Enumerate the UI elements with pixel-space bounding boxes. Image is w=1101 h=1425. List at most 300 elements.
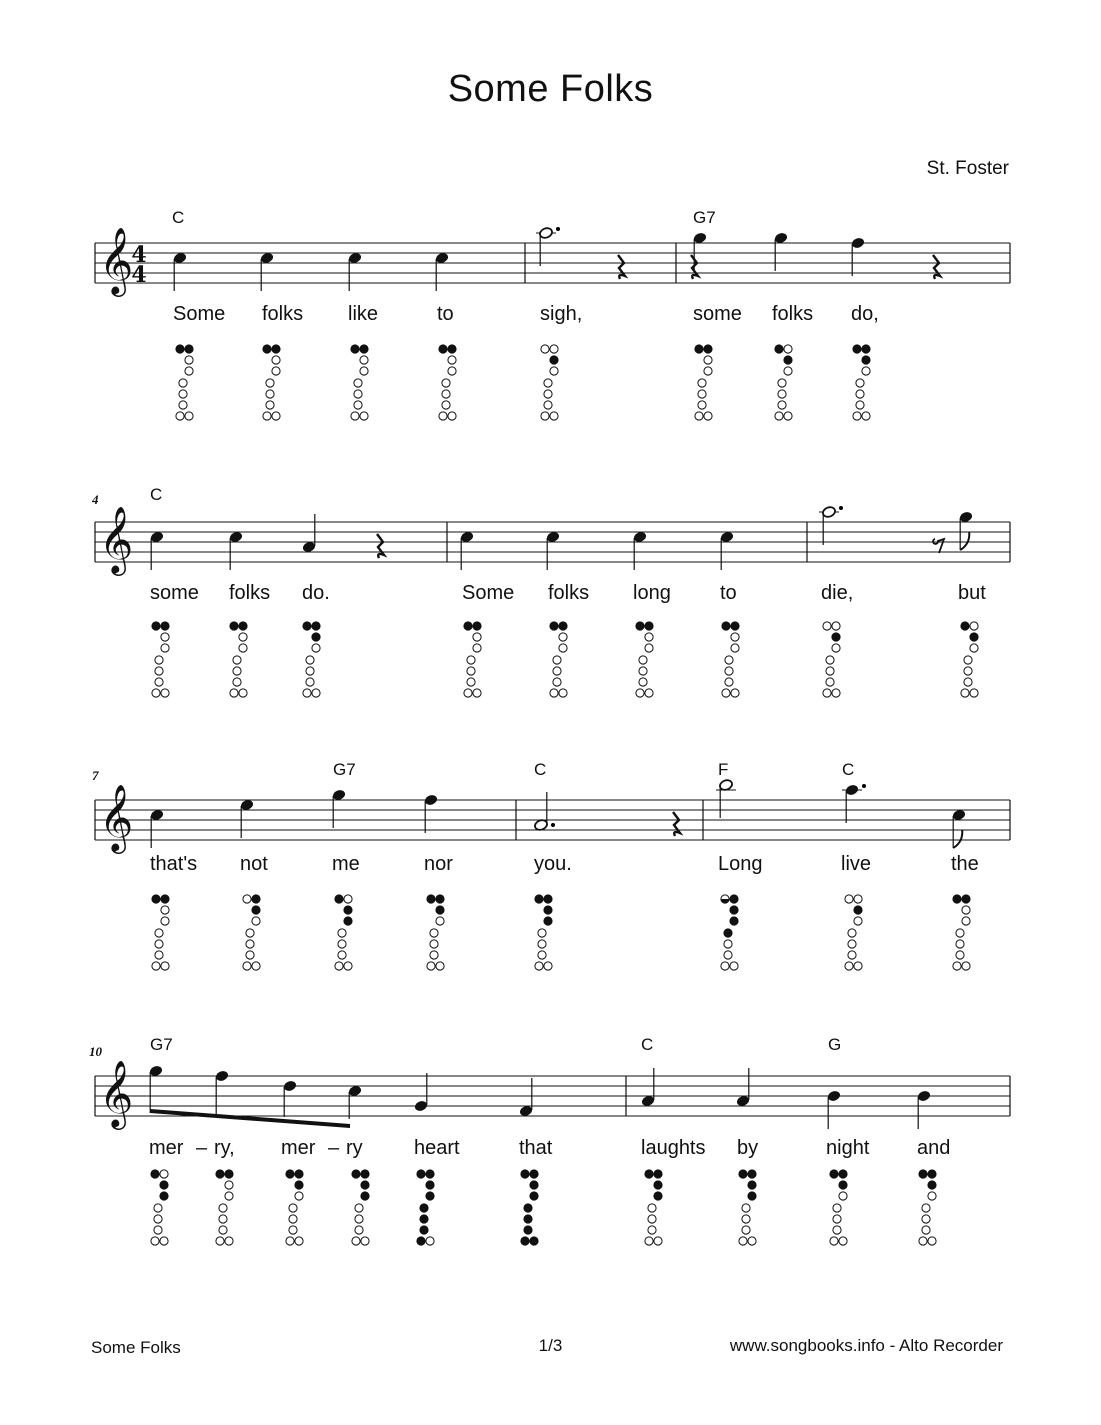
lyric-syllable: you. [534, 853, 572, 875]
fingering-closed-hole [160, 1192, 168, 1200]
fingering-closed-hole [216, 1170, 224, 1178]
fingering-open-hole [436, 962, 444, 970]
fingering-open-hole [654, 1237, 662, 1245]
fingering-closed-hole [361, 1170, 369, 1178]
fingering-closed-hole [775, 345, 783, 353]
fingering-closed-hole [360, 345, 368, 353]
fingering-closed-hole [550, 622, 558, 630]
fingering-open-hole [538, 940, 546, 948]
fingering-open-hole [225, 1192, 233, 1200]
fingering-closed-hole [344, 906, 352, 914]
fingering-open-hole [239, 633, 247, 641]
chord-symbol: G7 [150, 1035, 173, 1054]
fingering-closed-hole [919, 1170, 927, 1178]
fingering-open-hole [839, 1237, 847, 1245]
fingering-open-hole [845, 962, 853, 970]
fingering-open-hole [179, 390, 187, 398]
fingering-open-hole [354, 390, 362, 398]
fingering-open-hole [266, 390, 274, 398]
fingering-open-hole [854, 917, 862, 925]
lyric-syllable: night [826, 1137, 870, 1159]
fingering-open-hole [306, 678, 314, 686]
fingering-closed-hole [530, 1237, 538, 1245]
fingering-closed-hole [862, 356, 870, 364]
fingering-open-hole [233, 678, 241, 686]
fingering-open-hole [856, 390, 864, 398]
fingering-closed-hole [962, 895, 970, 903]
fingering-closed-hole [225, 1170, 233, 1178]
fingering-open-hole [246, 940, 254, 948]
fingering-closed-hole [739, 1170, 747, 1178]
fingering-open-hole [823, 689, 831, 697]
fingering-open-hole [467, 656, 475, 664]
note-head [283, 1080, 298, 1093]
fingering-open-hole [219, 1215, 227, 1223]
fingering-closed-hole [312, 633, 320, 641]
quarter-rest [377, 534, 384, 558]
fingering-closed-hole [161, 895, 169, 903]
measure-number: 4 [92, 492, 99, 507]
fingering-closed-hole [524, 1215, 532, 1223]
fingering-closed-hole [295, 1181, 303, 1189]
fingering-open-hole [830, 1237, 838, 1245]
fingering-closed-hole [832, 633, 840, 641]
fingering-open-hole [272, 367, 280, 375]
fingering-open-hole [360, 367, 368, 375]
fingering-open-hole [541, 412, 549, 420]
fingering-closed-hole [420, 1226, 428, 1234]
fingering-open-hole [970, 622, 978, 630]
fingering-open-hole [541, 345, 549, 353]
fingering-open-hole [295, 1237, 303, 1245]
fingering-open-hole [775, 412, 783, 420]
fingering-open-hole [266, 379, 274, 387]
fingering-open-hole [550, 367, 558, 375]
fingering-closed-hole [152, 622, 160, 630]
fingering-open-hole [155, 678, 163, 686]
quarter-rest [618, 255, 625, 279]
fingering-closed-hole [695, 345, 703, 353]
fingering-open-hole [639, 678, 647, 686]
fingering-open-hole [544, 962, 552, 970]
fingering-closed-hole [704, 345, 712, 353]
measure-number: 10 [89, 1044, 102, 1059]
chord-symbol: C [172, 208, 185, 227]
lyric-syllable: that [519, 1137, 553, 1159]
fingering-open-hole [360, 412, 368, 420]
lyric-syllable: long [633, 582, 671, 604]
fingering-open-hole [553, 667, 561, 675]
fingering-open-hole [559, 644, 567, 652]
fingering-open-hole [645, 633, 653, 641]
fingering-open-hole [243, 895, 251, 903]
fingering-open-hole [155, 951, 163, 959]
fingering-open-hole [430, 940, 438, 948]
fingering-open-hole [225, 1181, 233, 1189]
lyric-syllable: nor [424, 853, 453, 875]
fingering-closed-hole [524, 1226, 532, 1234]
fingering-open-hole [246, 929, 254, 937]
fingering-open-hole [464, 689, 472, 697]
treble-clef-icon: 𝄞 [99, 505, 134, 573]
fingering-closed-hole [436, 895, 444, 903]
fingering-closed-hole [263, 345, 271, 353]
fingering-open-hole [473, 633, 481, 641]
fingering-open-hole [439, 412, 447, 420]
song-title: Some Folks [447, 68, 654, 110]
chord-symbol: G7 [693, 208, 716, 227]
fingering-closed-hole [464, 622, 472, 630]
fingering-open-hole [544, 390, 552, 398]
fingering-open-hole [953, 962, 961, 970]
fingering-open-hole [354, 379, 362, 387]
fingering-closed-hole [152, 895, 160, 903]
fingering-open-hole [550, 412, 558, 420]
chord-symbol: C [534, 760, 547, 779]
fingering-open-hole [722, 689, 730, 697]
fingering-closed-hole [521, 1237, 529, 1245]
fingering-open-hole [721, 962, 729, 970]
fingering-closed-hole [351, 345, 359, 353]
fingering-closed-hole [654, 1170, 662, 1178]
fingering-open-hole [639, 667, 647, 675]
augmentation-dot [839, 506, 843, 510]
fingering-open-hole [355, 1215, 363, 1223]
fingering-open-hole [784, 412, 792, 420]
fingering-closed-hole [654, 1181, 662, 1189]
fingering-closed-hole [970, 633, 978, 641]
fingering-open-hole [862, 367, 870, 375]
lyric-syllable: me [332, 853, 360, 875]
fingering-open-hole [442, 390, 450, 398]
fingering-closed-hole [654, 1192, 662, 1200]
fingering-open-hole [289, 1204, 297, 1212]
fingering-open-hole [962, 917, 970, 925]
fingering-open-hole [648, 1204, 656, 1212]
fingering-open-hole [448, 356, 456, 364]
fingering-closed-hole [252, 895, 260, 903]
fingering-open-hole [695, 412, 703, 420]
fingering-closed-hole [473, 622, 481, 630]
fingering-open-hole [823, 622, 831, 630]
fingering-open-hole [731, 633, 739, 641]
fingering-open-hole [544, 401, 552, 409]
fingering-closed-hole [862, 345, 870, 353]
fingering-closed-hole [530, 1192, 538, 1200]
fingering-closed-hole [961, 622, 969, 630]
fingering-open-hole [306, 656, 314, 664]
fingering-open-hole [312, 689, 320, 697]
hollow-note-head [822, 506, 837, 519]
fingering-closed-hole [953, 895, 961, 903]
fingering-closed-hole [853, 345, 861, 353]
lyric-syllable: to [437, 303, 454, 325]
fingering-open-hole [724, 951, 732, 959]
chord-symbol: C [150, 485, 163, 504]
lyric-syllable: mer [149, 1137, 184, 1159]
lyric-syllable: by [737, 1137, 759, 1159]
fingering-closed-hole [426, 1181, 434, 1189]
lyric-syllable: the [951, 853, 979, 875]
fingering-open-hole [639, 656, 647, 664]
fingering-open-hole [848, 951, 856, 959]
fingering-open-hole [698, 401, 706, 409]
chord-symbol: G7 [333, 760, 356, 779]
fingering-open-hole [731, 644, 739, 652]
fingering-open-hole [784, 367, 792, 375]
fingering-open-hole [964, 667, 972, 675]
fingering-closed-hole [544, 906, 552, 914]
eighth-rest [933, 539, 944, 553]
fingering-open-hole [233, 656, 241, 664]
fingering-closed-hole [928, 1170, 936, 1178]
fingering-open-hole [154, 1204, 162, 1212]
fingering-closed-hole [839, 1170, 847, 1178]
lyric-syllable: folks [229, 582, 271, 604]
fingering-open-hole [335, 962, 343, 970]
fingering-open-hole [151, 1237, 159, 1245]
fingering-open-hole [553, 678, 561, 686]
treble-clef-icon: 𝄞 [99, 783, 134, 851]
fingering-open-hole [467, 667, 475, 675]
fingering-closed-hole [928, 1181, 936, 1189]
fingering-open-hole [219, 1204, 227, 1212]
fingering-closed-hole [272, 345, 280, 353]
fingering-open-hole [853, 412, 861, 420]
fingering-open-hole [826, 678, 834, 686]
fingering-open-hole [473, 644, 481, 652]
fingering-open-hole [230, 689, 238, 697]
fingering-open-hole [442, 379, 450, 387]
time-signature-bottom: 4 [131, 262, 147, 288]
fingering-open-hole [698, 390, 706, 398]
fingering-open-hole [272, 412, 280, 420]
lyric-syllable: some [693, 303, 742, 325]
lyric-hyphen: – [196, 1137, 208, 1159]
fingering-open-hole [922, 1226, 930, 1234]
lyric-syllable: like [348, 303, 379, 325]
fingering-open-hole [778, 401, 786, 409]
fingering-closed-hole [544, 917, 552, 925]
fingering-open-hole [961, 689, 969, 697]
fingering-open-hole [239, 689, 247, 697]
fingering-closed-hole [524, 1204, 532, 1212]
fingering-closed-hole [521, 1170, 529, 1178]
fingering-closed-hole [544, 895, 552, 903]
fingering-open-hole [152, 962, 160, 970]
fingering-closed-hole [724, 929, 732, 937]
fingering-open-hole [833, 1215, 841, 1223]
fingering-open-hole [956, 929, 964, 937]
fingering-open-hole [956, 951, 964, 959]
fingering-closed-hole [784, 356, 792, 364]
fingering-closed-hole [352, 1170, 360, 1178]
fingering-closed-hole [303, 622, 311, 630]
lyric-syllable: Some [462, 582, 515, 604]
fingering-open-hole [303, 689, 311, 697]
lyric-syllable: to [720, 582, 737, 604]
quarter-rest [691, 255, 698, 279]
chord-symbol: C [641, 1035, 654, 1054]
augmentation-dot [551, 823, 555, 827]
fingering-closed-hole [335, 895, 343, 903]
fingering-closed-hole [748, 1170, 756, 1178]
fingering-closed-hole [252, 906, 260, 914]
fingering-open-hole [698, 379, 706, 387]
fingering-open-hole [856, 401, 864, 409]
fingering-open-hole [306, 667, 314, 675]
quarter-rest [673, 812, 680, 836]
fingering-open-hole [964, 678, 972, 686]
fingering-open-hole [724, 940, 732, 948]
note-head [845, 784, 860, 797]
lyric-syllable: not [240, 853, 268, 875]
fingering-open-hole [185, 367, 193, 375]
fingering-open-hole [161, 633, 169, 641]
fingering-open-hole [704, 367, 712, 375]
fingering-open-hole [535, 962, 543, 970]
fingering-open-hole [922, 1215, 930, 1223]
fingering-open-hole [426, 1237, 434, 1245]
fingering-open-hole [185, 412, 193, 420]
fingering-open-hole [962, 962, 970, 970]
fingering-open-hole [289, 1226, 297, 1234]
fingering-open-hole [928, 1192, 936, 1200]
fingering-open-hole [826, 667, 834, 675]
fingering-open-hole [922, 1204, 930, 1212]
fingering-open-hole [152, 689, 160, 697]
lyric-syllable: folks [548, 582, 590, 604]
fingering-open-hole [742, 1215, 750, 1223]
fingering-open-hole [964, 656, 972, 664]
fingering-open-hole [550, 689, 558, 697]
lyric-syllable: ry, [214, 1137, 235, 1159]
fingering-open-hole [645, 1237, 653, 1245]
fingering-open-hole [179, 379, 187, 387]
fingering-closed-hole [230, 622, 238, 630]
fingering-open-hole [338, 940, 346, 948]
fingering-closed-hole [535, 895, 543, 903]
fingering-closed-hole [361, 1181, 369, 1189]
fingering-open-hole [848, 940, 856, 948]
fingering-open-hole [243, 962, 251, 970]
fingering-closed-hole [730, 906, 738, 914]
treble-clef-icon: 𝄞 [99, 226, 134, 294]
lyric-syllable: Some [173, 303, 226, 325]
lyric-syllable: die, [821, 582, 854, 604]
fingering-open-hole [430, 951, 438, 959]
fingering-open-hole [538, 929, 546, 937]
fingering-open-hole [161, 689, 169, 697]
fingering-closed-hole [417, 1237, 425, 1245]
fingering-open-hole [725, 678, 733, 686]
fingering-open-hole [252, 962, 260, 970]
fingering-open-hole [161, 917, 169, 925]
lyric-syllable: do, [851, 303, 879, 325]
fingering-open-hole [354, 401, 362, 409]
fingering-open-hole [179, 401, 187, 409]
fingering-open-hole [742, 1226, 750, 1234]
note-head [414, 1100, 429, 1113]
fingering-open-hole [436, 917, 444, 925]
fingering-closed-hole [286, 1170, 294, 1178]
fingering-open-hole [833, 1204, 841, 1212]
fingering-closed-hole [722, 622, 730, 630]
fingering-open-hole [826, 656, 834, 664]
lyric-syllable: and [917, 1137, 951, 1159]
fingering-open-hole [862, 412, 870, 420]
fingering-open-hole [155, 667, 163, 675]
footer-source: www.songbooks.info - Alto Recorder [729, 1336, 1003, 1355]
fingering-open-hole [928, 1237, 936, 1245]
fingering-closed-hole [176, 345, 184, 353]
fingering-open-hole [312, 644, 320, 652]
lyric-syllable: laughts [641, 1137, 706, 1159]
fingering-open-hole [636, 689, 644, 697]
fingering-open-hole [155, 940, 163, 948]
fingering-open-hole [295, 1192, 303, 1200]
fingering-open-hole [155, 656, 163, 664]
fingering-open-hole [344, 895, 352, 903]
lyric-syllable: Long [718, 853, 763, 875]
quarter-rest [933, 255, 940, 279]
fingering-open-hole [962, 906, 970, 914]
fingering-open-hole [473, 689, 481, 697]
fingering-open-hole [648, 1226, 656, 1234]
fingering-closed-hole [417, 1170, 425, 1178]
footer-song-title: Some Folks [91, 1338, 181, 1357]
fingering-open-hole [225, 1237, 233, 1245]
fingering-closed-hole [426, 1170, 434, 1178]
fingering-open-hole [448, 412, 456, 420]
fingering-open-hole [154, 1215, 162, 1223]
fingering-open-hole [160, 1237, 168, 1245]
fingering-open-hole [856, 379, 864, 387]
lyric-syllable: do. [302, 582, 330, 604]
fingering-open-hole [361, 1237, 369, 1245]
fingering-open-hole [833, 1226, 841, 1234]
fingering-open-hole [219, 1226, 227, 1234]
fingering-open-hole [970, 644, 978, 652]
fingering-open-hole [725, 667, 733, 675]
fingering-closed-hole [426, 1192, 434, 1200]
note-beam [150, 1109, 350, 1128]
fingering-open-hole [839, 1192, 847, 1200]
fingering-closed-hole [295, 1170, 303, 1178]
chord-symbol: F [718, 760, 729, 779]
note-head [424, 794, 439, 807]
fingering-open-hole [544, 379, 552, 387]
fingering-closed-hole [530, 1181, 538, 1189]
fingering-open-hole [442, 401, 450, 409]
fingering-closed-hole [427, 895, 435, 903]
note-head [215, 1070, 230, 1083]
fingering-open-hole [351, 412, 359, 420]
fingering-open-hole [448, 367, 456, 375]
fingering-closed-hole [420, 1215, 428, 1223]
fingering-open-hole [550, 345, 558, 353]
fingering-closed-hole [559, 622, 567, 630]
fingering-open-hole [272, 356, 280, 364]
hollow-note-head [539, 227, 554, 240]
fingering-open-hole [246, 951, 254, 959]
augmentation-dot [862, 784, 866, 788]
fingering-closed-hole [645, 622, 653, 630]
fingering-open-hole [538, 951, 546, 959]
fingering-open-hole [970, 689, 978, 697]
fingering-open-hole [160, 1170, 168, 1178]
fingering-open-hole [161, 644, 169, 652]
